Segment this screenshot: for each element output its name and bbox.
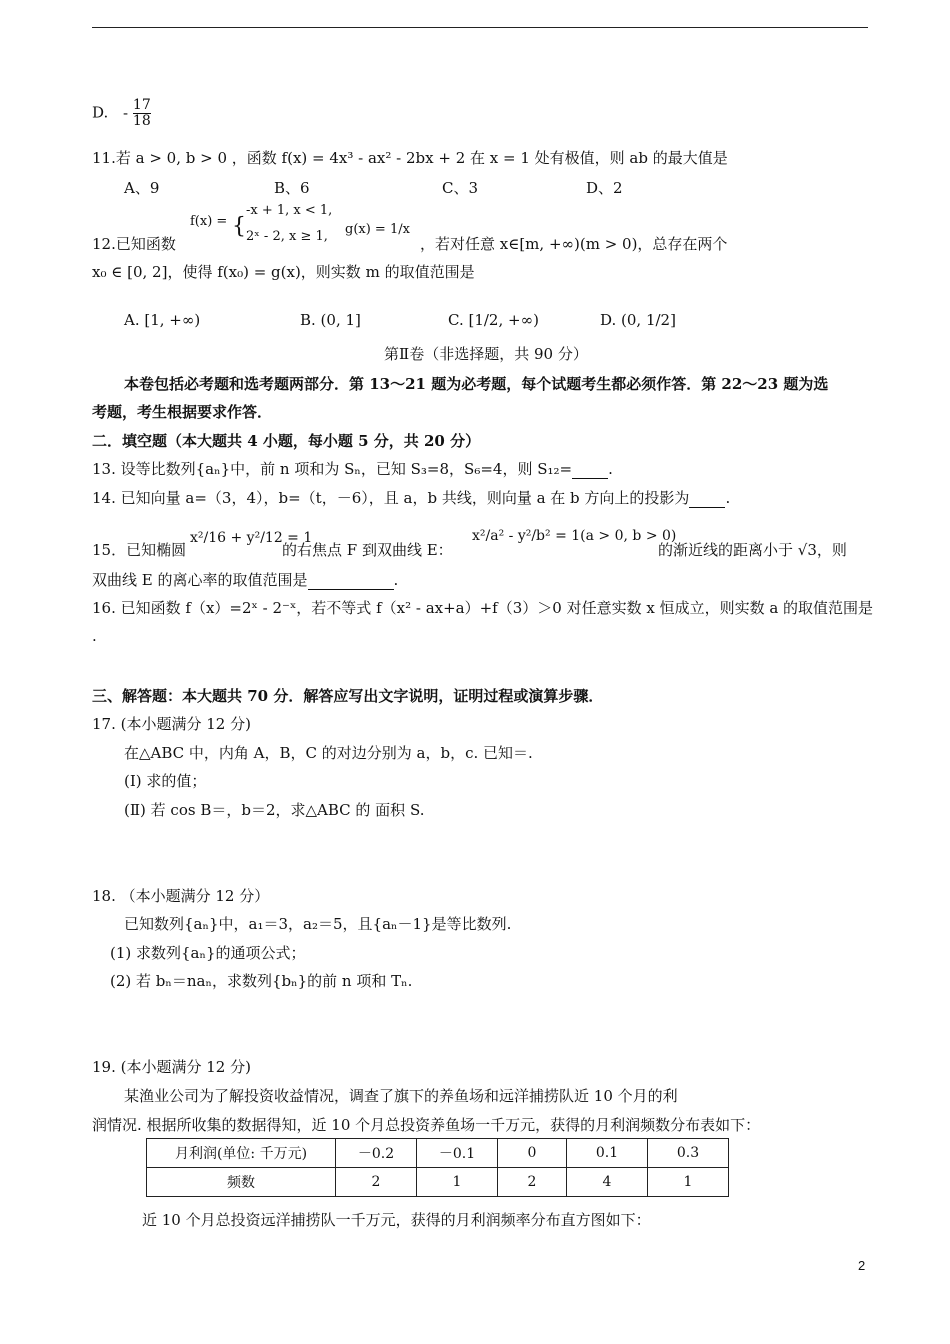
q12-option-b: B. (0, 1] [300,311,361,329]
q17-line3: (Ⅱ) 若 cos B＝，b＝2，求△ABC 的 面积 S. [124,801,425,819]
q17-line2: (Ⅰ) 求的值； [124,772,207,790]
q12-fx-label: f(x) = [190,214,228,229]
q11-option-b: B、6 [274,179,310,197]
q18-line2: (1) 求数列{aₙ}的通项公式； [110,944,306,962]
table-cell: 频数 [147,1168,336,1197]
q13: 13. 设等比数列{aₙ}中，前 n 项和为 Sₙ，已知 S₃=8，S₆=4，则 S₁₂= . [92,460,613,478]
q12-option-d: D. (0, 1/2] [600,311,676,329]
q10-option-d: D. - $\frac{17}{18}$ [92,97,151,129]
table-row [147,1139,729,1168]
table-cell: 1 [417,1168,498,1197]
q15-mid: 的右焦点 F 到双曲线 E： [282,541,453,559]
q12-piece-1: -x + 1, x < 1, [246,203,333,218]
q12-stem-b: ，若对任意 x∈[m, +∞)(m > 0)，总存在两个 [420,235,728,253]
table-cell: 0 [498,1139,567,1168]
q14: 14. 已知向量 a=（3，4），b=（t，－6），且 a，b 共线，则向量 a 在 b 方向上的投影为 . [92,489,731,507]
q11-option-d: D、2 [586,179,623,197]
q18-head: 18. （本小题满分 12 分） [92,887,270,905]
q19-line1: 某渔业公司为了解投资收益情况，调查了旗下的养鱼场和远洋捕捞队近 10 个月的利 [124,1087,678,1105]
q12-piece-2: 2ˣ - 2, x ≥ 1, [246,229,328,244]
q19-line2: 润情况. 根据所收集的数据得知，近 10 个月总投资养鱼场一千万元，获得的月利润频数分布表如下： [92,1116,761,1134]
table-row [147,1168,729,1197]
q12-option-c: C. [1/2, +∞) [448,311,539,329]
table-cell: 1 [648,1168,729,1197]
q11-stem: 11.若 a > 0, b > 0 ，函数 f(x) = 4x³ - ax² - 2bx + 2 在 x = 1 处有极值，则 ab 的最大值是 [92,149,728,167]
q19-line3: 近 10 个月总投资远洋捕捞队一千万元，获得的月利润频率分布直方图如下： [142,1211,651,1229]
part2-intro-line1: 本卷包括必考题和选考题两部分．第 13～21 题为必考题，每个试题考生都必须作答．第 22～23 题为选 [124,375,829,393]
q17-line1: 在△ABC 中，内角 A，B，C 的对边分别为 a，b，c. 已知＝. [124,744,533,762]
q12-stem-c: x₀ ∈ [0, 2]，使得 f(x₀) = g(x)，则实数 m 的取值范围是 [92,263,475,281]
q16-line2: . [92,627,97,645]
page-number: 2 [858,1258,866,1273]
table-cell: －0.1 [417,1139,498,1168]
profit-frequency-table [146,1138,729,1197]
q14-answer-blank[interactable] [689,507,725,508]
q16-line1: 16. 已知函数 f（x）=2ˣ - 2⁻ˣ，若不等式 f（x² - ax+a）+f（3）＞0 对任意实数 x 恒成立，则实数 a 的取值范围是 [92,599,874,617]
q12-stem-a: 12.已知函数 [92,235,176,253]
q15-line2: 双曲线 E 的离心率的取值范围是 . [92,571,399,589]
section2-title: 二．填空题（本大题共 4 小题，每小题 5 分，共 20 分） [92,432,481,450]
table-cell: 4 [567,1168,648,1197]
q15-suffix: 的渐近线的距离小于 √3，则 [658,541,847,559]
table-cell: 0.1 [567,1139,648,1168]
part2-title: 第Ⅱ卷（非选择题，共 90 分） [384,345,588,363]
q15-answer-blank[interactable] [308,589,394,590]
q19-head: 19. (本小题满分 12 分) [92,1058,251,1076]
q15-hyperbola-eq: x²/a² - y²/b² = 1(a > 0, b > 0) [472,528,677,544]
q18-line3: (2) 若 bₙ＝naₙ，求数列{bₙ}的前 n 项和 Tₙ. [110,972,413,990]
part2-intro-line2: 考题，考生根据要求作答． [92,403,273,421]
q15-prefix: 15．已知椭圆 [92,541,187,559]
q12-gx: g(x) = 1/x [345,222,410,237]
table-cell: 月利润(单位: 千万元) [147,1139,336,1168]
table-cell: －0.2 [336,1139,417,1168]
header-rule [92,27,868,28]
q12-option-a: A. [1, +∞) [124,311,201,329]
q15-ellipse-eq: x²/16 + y²/12 = 1 [190,530,313,546]
table-cell: 2 [336,1168,417,1197]
q18-line1: 已知数列{aₙ}中，a₁＝3，a₂＝5，且{aₙ－1}是等比数列. [124,915,512,933]
q11-option-c: C、3 [442,179,479,197]
table-cell: 2 [498,1168,567,1197]
table-cell: 0.3 [648,1139,729,1168]
q11-option-a: A、9 [124,179,160,197]
q13-answer-blank[interactable] [572,478,608,479]
q12-brace: { [232,214,246,239]
section3-title: 三、解答题：本大题共 70 分．解答应写出文字说明，证明过程或演算步骤． [92,687,604,705]
q17-head: 17. (本小题满分 12 分) [92,715,251,733]
